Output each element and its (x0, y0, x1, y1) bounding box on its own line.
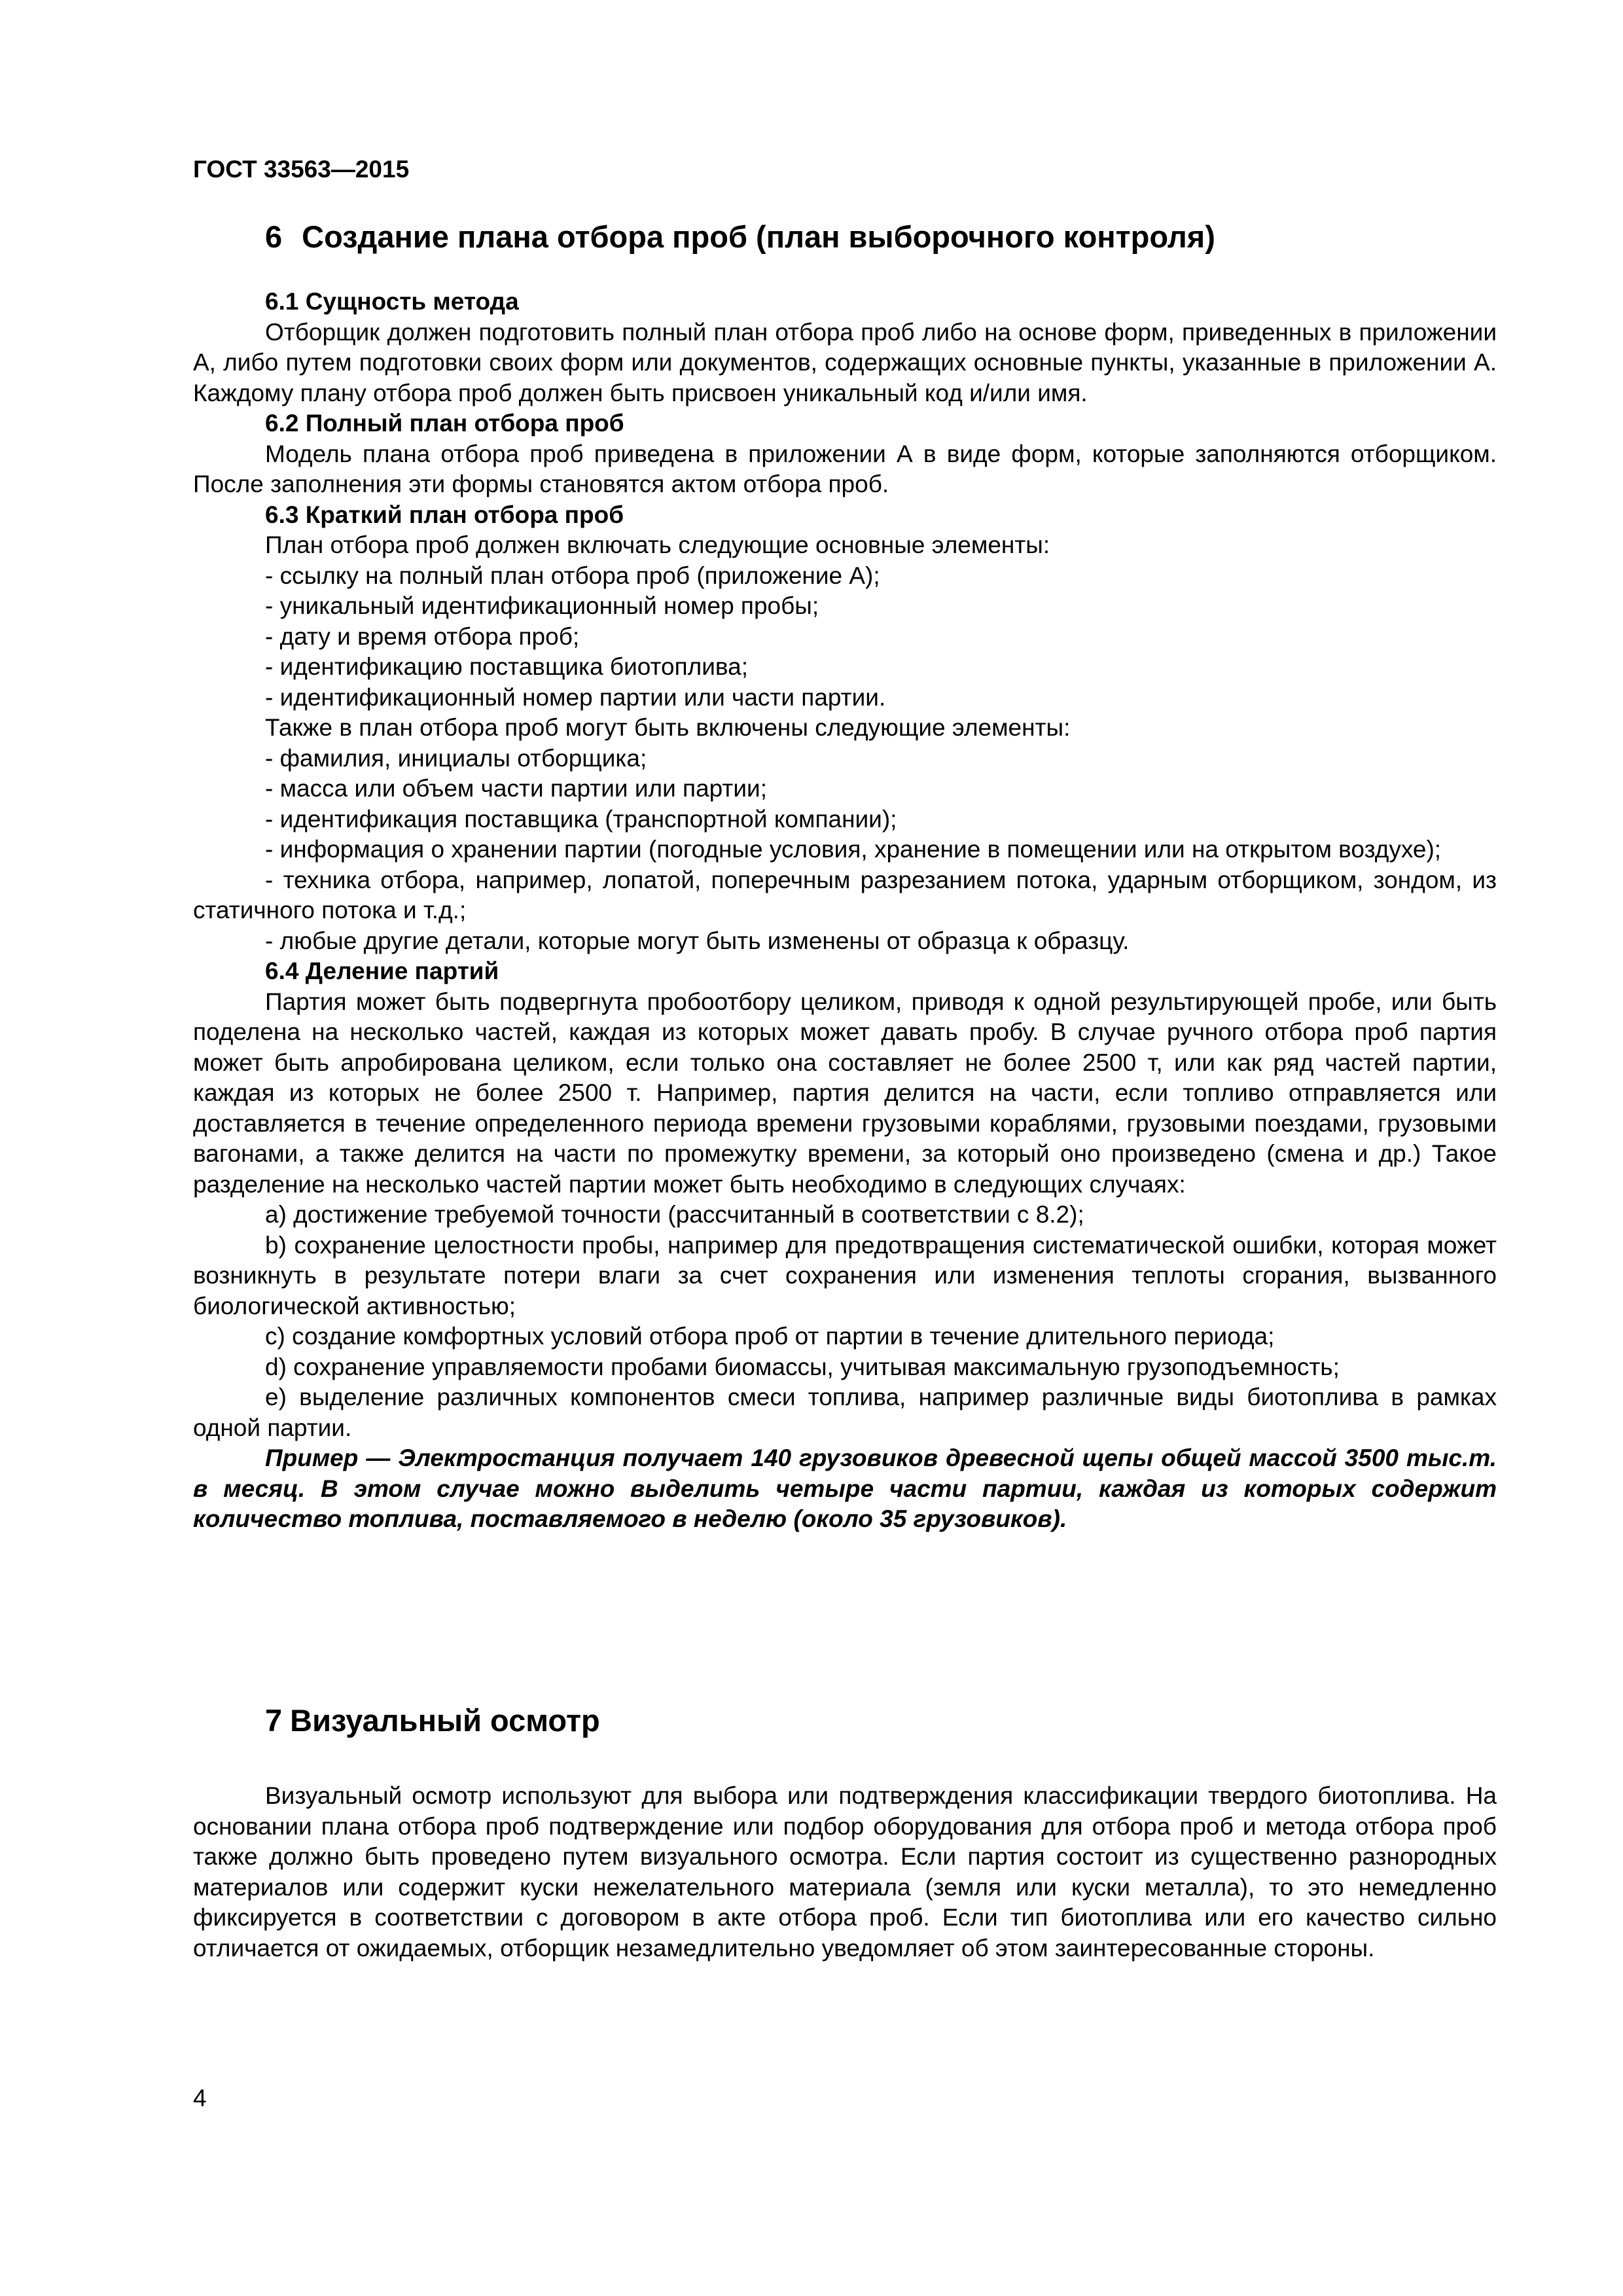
subsection-6-3-title: 6.3 Краткий план отбора проб (265, 501, 624, 528)
section-6-body (193, 287, 1497, 1535)
list-item: - информация о хранении партии (погодные условия, хранение в помещении или на открытом воздухе); (265, 836, 1442, 863)
section-7-number: 7 (265, 1703, 283, 1738)
list-item: - техника отбора, например, лопатой, поперечным разрезанием потока, ударным отборщиком, зондом, из статичного потока и т.д.; (193, 866, 1497, 924)
list-item: - фамилия, инициалы отборщика; (265, 744, 647, 772)
paragraph-6-1: Отборщик должен подготовить полный план отбора проб либо на основе форм, приведенных в приложении А, либо путем подготовки своих форм или документов, содержащих основные пункты, указанные в приложении А. Каждому плану отбора проб должен быть присвоен уникальный код и/или имя. (193, 318, 1497, 406)
paragraph-6-2: Модель плана отбора проб приведена в приложении А в виде форм, которые заполняются отборщиком. После заполнения эти формы становятся актом отбора проб. (193, 440, 1497, 497)
list-item: - идентификация поставщика (транспортной компании); (265, 805, 897, 833)
example-note: Пример — Электростанция получает 140 грузовиков древесной щепы общей массой 3500 тыс.т. в месяц. В этом случае можно выделить четыре части партии, каждая из которых содержит количество топлива, поставляемого в неделю (около 35 грузовиков). (193, 1444, 1497, 1532)
paragraph-6-4: Партия может быть подвергнута пробоотбору целиком, приводя к одной результирующей пробе, или быть поделена на несколько частей, каждая из которых может давать пробу. В случае ручного отбора проб партия может быть апробирована целиком, если только она составляет не более 2500 т, или как ряд частей партии, каждая из которых не более 2500 т. Например, партия делится на части, если топливо отправляется или доставляется в течение определенного периода времени грузовыми кораблями, грузовыми поездами, грузовыми вагонами, а также делится на части по промежутку времени, за который оно произведено (смена и др.) Такое разделение на несколько частей партии может быть необходимо в следующих случаях: (193, 988, 1497, 1198)
list-item: - ссылку на полный план отбора проб (приложение А); (265, 562, 880, 589)
list-item: - уникальный идентификационный номер пробы; (265, 592, 819, 619)
section-6-title: Создание плана отбора проб (план выборочного контроля) (302, 219, 1215, 254)
list-item: - идентификацию поставщика биотоплива; (265, 653, 749, 680)
list-item: - дату и время отбора проб; (265, 622, 580, 650)
section-7-title: Визуальный осмотр (290, 1703, 600, 1738)
section-7-body (193, 1781, 1497, 1964)
case-item: b) сохранение целостности пробы, например для предотвращения систематической ошибки, которая может возникнуть в результате потери влаги за счет сохранения или изменения теплоты сгорания, вызванного биологической активностью; (193, 1231, 1497, 1319)
standard-header: ГОСТ 33563—2015 (193, 156, 410, 183)
page-number: 4 (193, 2085, 207, 2111)
subsection-6-4-title: 6.4 Деление партий (265, 958, 499, 984)
case-item: d) сохранение управляемости пробами биомассы, учитывая максимальную грузоподъемность; (265, 1353, 1340, 1380)
section-6-number: 6 (265, 219, 283, 254)
case-item: a) достижение требуемой точности (рассчитанный в соответствии с 8.2); (265, 1201, 1084, 1228)
section-7-heading (265, 1702, 600, 1739)
section-6-heading (265, 219, 1215, 255)
paragraph-6-3-intro: План отбора проб должен включать следующие основные элементы: (265, 531, 1050, 558)
paragraph-7: Визуальный осмотр используют для выбора или подтверждения классификации твердого биотоплива. На основании плана отбора проб подтверждение или подбор оборудования для отбора проб и метода отбора проб также должно быть проведено путем визуального осмотра. Если партия состоит из существенно разнородных материалов или содержит куски нежелательного материала (земля или куски металла), то это немедленно фиксируется в соответствии с договором в акте отбора проб. Если тип биотоплива или его качество сильно отличается от ожидаемых, отборщик незамедлительно уведомляет об этом заинтересованные стороны. (193, 1782, 1497, 1962)
paragraph-6-3-optional-intro: Также в план отбора проб могут быть включены следующие элементы: (265, 714, 1071, 741)
case-item: c) создание комфортных условий отбора проб от партии в течение длительного периода; (265, 1323, 1275, 1350)
subsection-6-1-title: 6.1 Сущность метода (265, 288, 519, 315)
subsection-6-2-title: 6.2 Полный план отбора проб (265, 410, 624, 437)
case-item: e) выделение различных компонентов смеси топлива, например различные виды биотоплива в рамках одной партии. (193, 1384, 1497, 1441)
list-item: - идентификационный номер партии или части партии. (265, 683, 886, 711)
list-item: - любые другие детали, которые могут быть изменены от образца к образцу. (265, 927, 1130, 954)
list-item: - масса или объем части партии или партии; (265, 775, 767, 802)
